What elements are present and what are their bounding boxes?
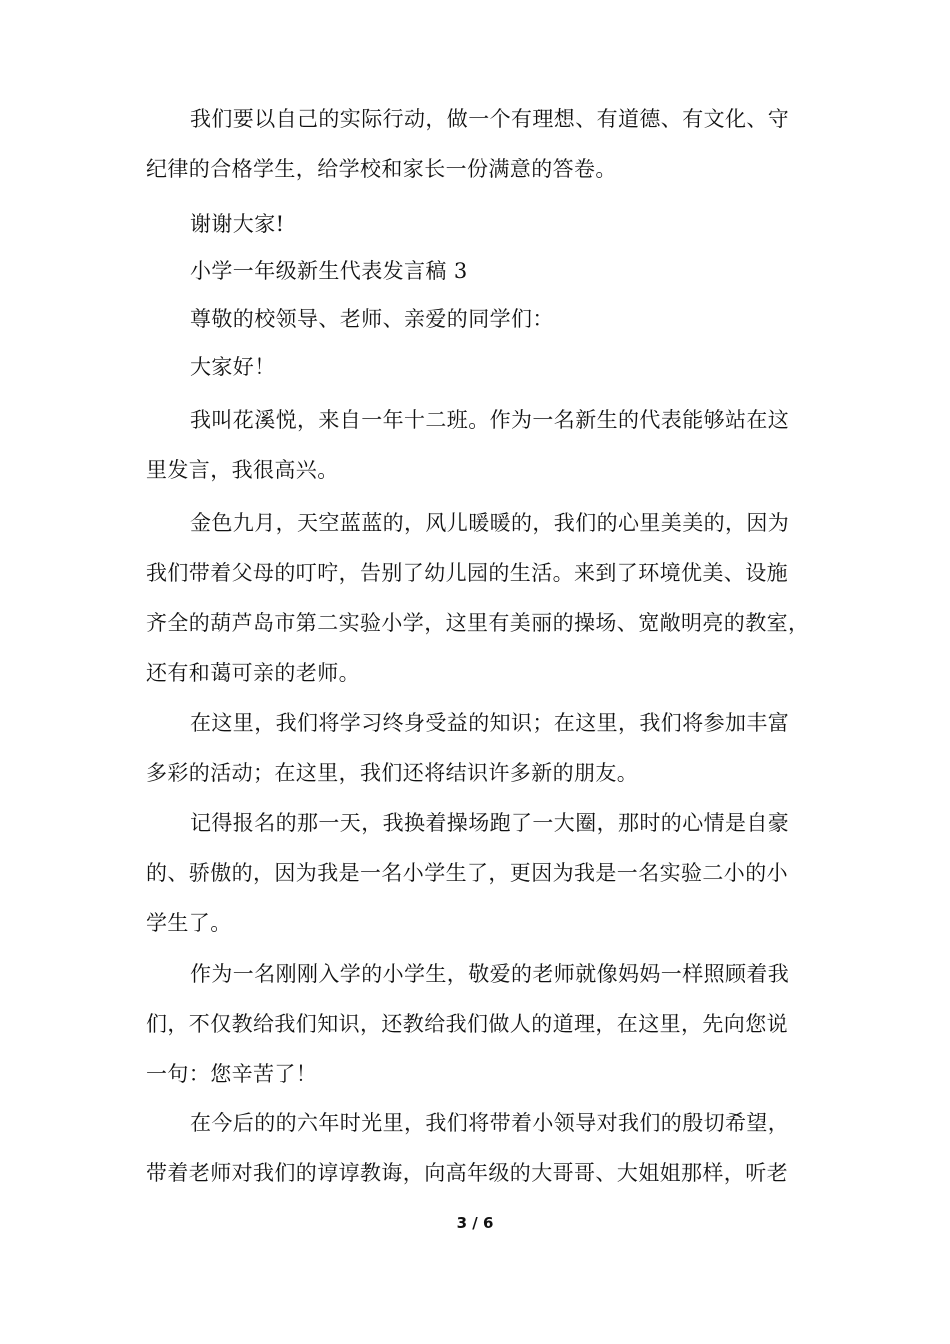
paragraph-line: 我们带着父母的叮咛，告别了幼儿园的生活。来到了环境优美、设施 [146,561,788,585]
paragraph-line: 记得报名的那一天，我换着操场跑了一大圈，那时的心情是自豪 [190,811,790,835]
paragraph-line: 的、骄傲的，因为我是一名小学生了，更因为我是一名实验二小的小 [146,861,788,885]
paragraph-line: 纪律的合格学生，给学校和家长一份满意的答卷。 [146,157,617,181]
paragraph-line: 在这里，我们将学习终身受益的知识；在这里，我们将参加丰富 [190,711,790,735]
paragraph-line: 多彩的活动；在这里，我们还将结识许多新的朋友。 [146,761,639,785]
paragraph-line: 里发言，我很高兴。 [146,458,339,482]
paragraph-line: 在今后的的六年时光里，我们将带着小领导对我们的殷切希望， [190,1111,790,1135]
paragraph-line: 我叫花溪悦，来自一年十二班。作为一名新生的代表能够站在这 [190,408,790,432]
paragraph-line: 齐全的葫芦岛市第二实验小学，这里有美丽的操场、宽敞明亮的教室， [146,611,810,635]
paragraph-line: 学生了。 [146,911,232,935]
paragraph-line: 们，不仅教给我们知识，还教给我们做人的道理，在这里，先向您说 [146,1012,788,1036]
greeting: 大家好！ [190,355,276,379]
paragraph-line: 我们要以自己的实际行动，做一个有理想、有道德、有文化、守 [190,107,790,131]
paragraph-line: 还有和蔼可亲的老师。 [146,661,360,685]
paragraph-line: 作为一名刚刚入学的小学生，敬爱的老师就像妈妈一样照顾着我 [190,962,790,986]
paragraph-line: 谢谢大家! [190,212,285,236]
section-title: 小学一年级新生代表发言稿 3 [190,259,468,283]
page-number: 3 / 6 [456,1214,494,1232]
paragraph-line: 带着老师对我们的谆谆教诲，向高年级的大哥哥、大姐姐那样，听老 [146,1161,788,1185]
paragraph-line: 一句：您辛苦了！ [146,1062,318,1086]
salutation: 尊敬的校领导、老师、亲爱的同学们： [190,307,554,331]
paragraph-line: 金色九月，天空蓝蓝的，风儿暖暖的，我们的心里美美的，因为 [190,511,790,535]
